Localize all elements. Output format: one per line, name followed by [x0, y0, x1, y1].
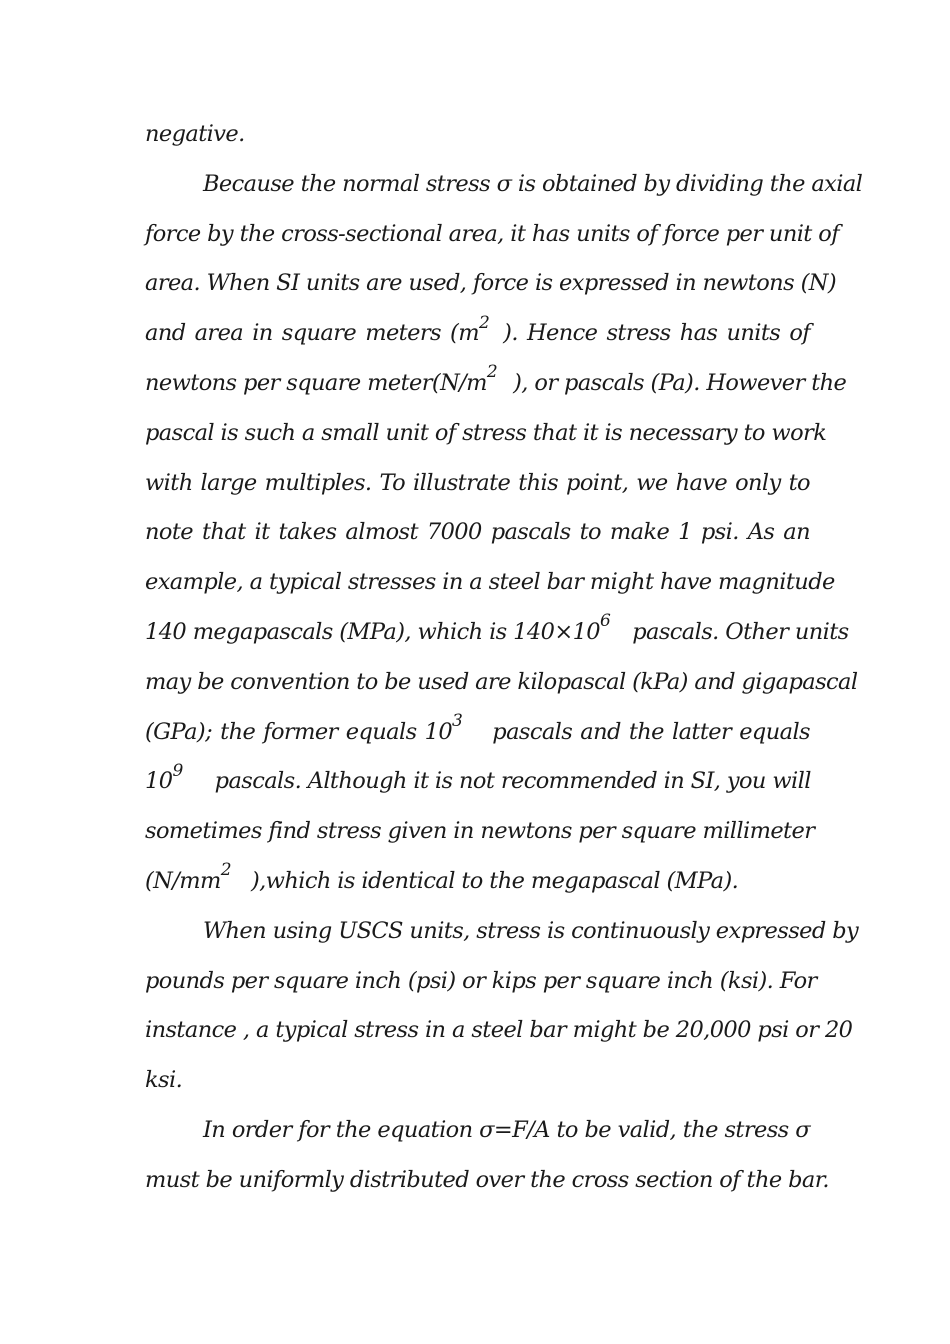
text-line: pounds per square inch (psi) or kips per square inch (ksi). For — [145, 967, 817, 994]
text-line: pascal is such a small unit of stress that it is necessary to work — [145, 419, 827, 446]
text-run: (N/mm — [145, 867, 221, 894]
text-run: ),which is identical to the megapascal (MPa). — [250, 867, 739, 894]
superscript: 3 — [452, 711, 463, 732]
paragraph-uniform-stress — [145, 1106, 829, 1206]
text-run: ). Hence stress has units of — [503, 320, 810, 347]
text-line: In order for the equation σ=F/A to be valid, the stress σ — [203, 1116, 810, 1143]
text-line: force by the cross-sectional area, it has units of force per unit of — [145, 220, 839, 247]
superscript: 2 — [220, 860, 231, 881]
body-text — [145, 110, 863, 1206]
text-line: Because the normal stress σ is obtained by dividing the axial — [203, 170, 863, 197]
text-line: example, a typical stresses in a steel bar might have magnitude — [145, 569, 835, 596]
text-run: pascals. Other units — [632, 618, 849, 645]
text-run: pascals. Although it is not recommended in SI, you will — [214, 768, 811, 795]
text-line: must be uniformly distributed over the cross section of the bar. — [145, 1166, 829, 1193]
text-run: and area in square meters (m — [145, 320, 479, 347]
text-line: with large multiples. To illustrate this point, we have only to — [145, 469, 810, 496]
text-line — [145, 608, 849, 658]
text-line — [145, 857, 810, 907]
text-line — [145, 708, 810, 758]
superscript: 2 — [478, 312, 490, 333]
text-run: 140 megapascals (MPa), which is 140×10 — [145, 618, 600, 645]
text-line: area. When SI units are used, force is expressed in newtons (N) — [145, 270, 837, 297]
text-line: sometimes find stress given in newtons per square millimeter — [145, 818, 815, 845]
text-run: pascals and the latter equals — [492, 718, 810, 745]
text-run: (GPa); the former equals 10 — [145, 718, 453, 745]
text-line: instance , a typical stress in a steel bar might be 20,000 psi or 20 — [145, 1017, 853, 1044]
text-line — [145, 757, 810, 807]
text-line: negative. — [145, 121, 245, 147]
paragraph-uscs-units — [145, 907, 859, 1106]
superscript: 9 — [172, 760, 183, 781]
superscript: 6 — [600, 611, 611, 632]
text-line — [145, 309, 810, 359]
text-line: ksi. — [145, 1067, 183, 1094]
text-run: 10 — [145, 768, 173, 795]
text-line — [145, 359, 847, 409]
text-line: may be convention to be used are kilopascal (kPa) and gigapascal — [145, 668, 858, 695]
text-run: newtons per square meter(N/m — [145, 369, 487, 396]
paragraph-stress-units — [145, 160, 863, 907]
text-run: ), or pascals (Pa). However the — [513, 369, 847, 396]
text-line: note that it takes almost 7000 pascals to make 1 psi. As an — [145, 519, 810, 546]
superscript: 2 — [486, 362, 498, 383]
text-line: When using USCS units, stress is continuously expressed by — [203, 917, 859, 944]
paragraph-fragment — [145, 110, 810, 160]
